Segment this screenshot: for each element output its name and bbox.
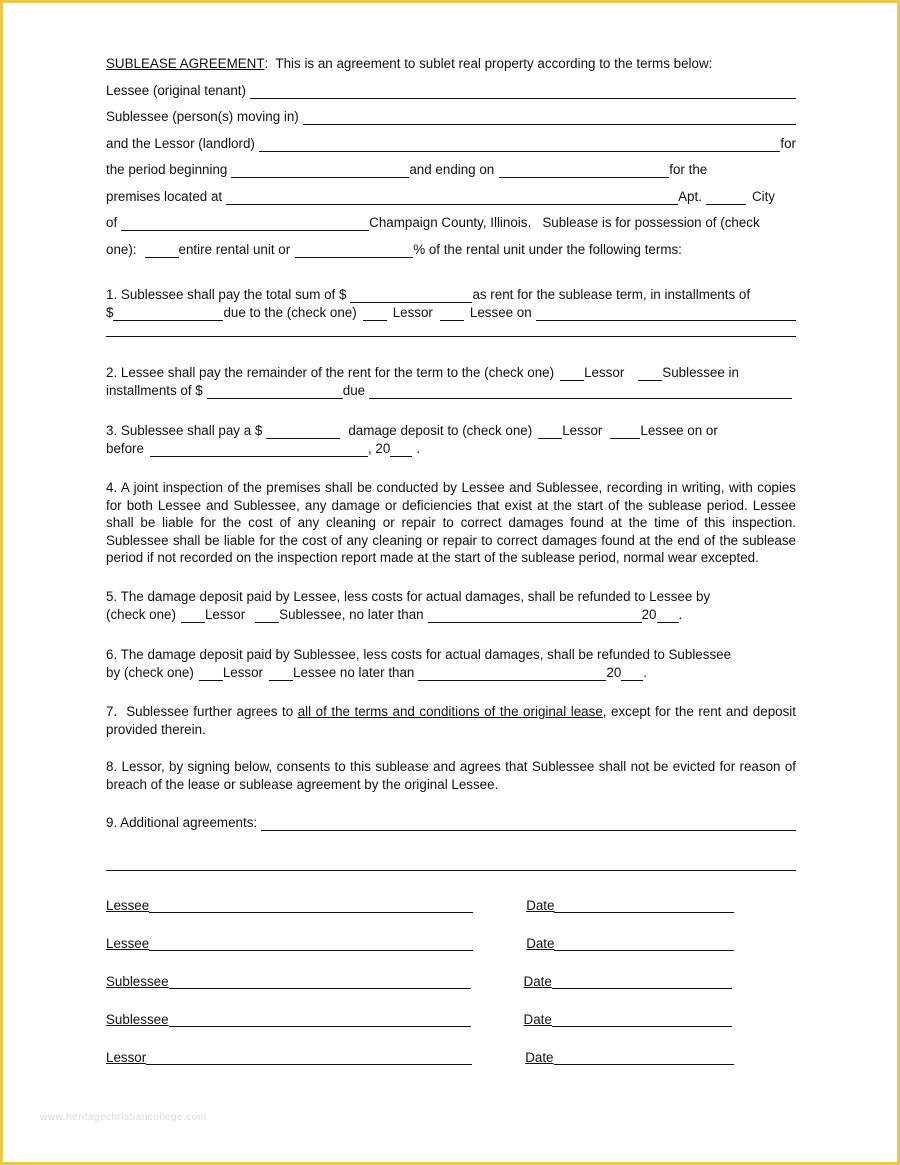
p7-terms — [106, 703, 796, 738]
date-label: Date — [525, 1050, 554, 1065]
watermark: www.heritagechristiancollege.com — [40, 1112, 207, 1123]
p5-sublessee-label: Sublessee, no later than — [279, 606, 424, 622]
p2-lessor-check[interactable] — [560, 367, 584, 381]
p5-line1 — [106, 587, 796, 605]
p5-text: 5. The damage deposit paid by Lessee, less costs for actual damages, shall be refunded to Lessee by — [106, 588, 711, 604]
p6-year-field[interactable] — [621, 667, 643, 681]
p3-lessor-check[interactable] — [538, 425, 562, 439]
date-label: Date — [526, 898, 555, 913]
p3-period: . — [416, 441, 421, 456]
p9-field[interactable] — [261, 817, 796, 831]
apt-label: Apt. — [678, 188, 702, 204]
lessor-for-text: for — [780, 135, 796, 151]
p7-text-c: , except for the rent and deposit provided therein. — [106, 703, 796, 737]
county-line — [106, 213, 796, 231]
entire-unit-label: entire rental unit or — [178, 241, 291, 257]
premises-field[interactable] — [226, 191, 678, 205]
signature-field[interactable] — [146, 1051, 472, 1065]
p9-extra-field[interactable] — [106, 857, 796, 871]
p6-line2 — [106, 663, 796, 681]
p6-lessor-check[interactable] — [199, 667, 223, 681]
p9-label: 9. Additional agreements: — [106, 815, 258, 831]
p7-text-a: 7. Sublessee further agrees to — [106, 703, 298, 719]
p4-inspection: 4. A joint inspection of the premises shall be conducted by Lessee and Sublessee, recording in writing, with copies for both Lessee and Sublessee, any damage or deficiencies that exist at the start of the sublease period. Lessee shall be liable for the cost of any cleaning or repair to correct damages found at the time of this inspection. Sublessee shall be liable for the cost of any cleaning or repair to correct damages found at the end of the sublease period if not recorded on the inspection report made at the start of the sublease period, normal wear excepted. — [106, 480, 796, 566]
date-field[interactable] — [552, 975, 732, 989]
intro-text: : This is an agreement to sublet real property according to the terms below: — [264, 56, 713, 71]
p6-lessee-check[interactable] — [269, 667, 293, 681]
p7-original-lease-text: all of the terms and conditions of the original lease — [297, 703, 603, 719]
sublease-document — [106, 54, 796, 880]
p1-installment-field[interactable] — [113, 307, 223, 321]
date-label: Date — [523, 1012, 552, 1027]
p1-installments-label: as rent for the sublease term, in installments of — [472, 287, 751, 302]
period-for-text: for the — [669, 162, 708, 177]
percent-label: % of the rental unit under the following terms: — [413, 241, 682, 257]
p9-line1 — [106, 813, 796, 831]
p6-lessor-label: Lessor — [222, 664, 264, 680]
p3-date-field[interactable] — [150, 443, 368, 457]
p6-year-prefix: 20 — [606, 664, 622, 680]
p2-installments-label: installments of $ — [106, 383, 203, 398]
signature-field[interactable] — [149, 937, 473, 951]
p6-date-field[interactable] — [418, 667, 606, 681]
p1-line3 — [106, 321, 796, 337]
p3-year-prefix: , 20 — [367, 441, 391, 456]
p1-line2 — [106, 303, 796, 321]
signature-row — [106, 933, 796, 951]
percent-field[interactable] — [295, 244, 413, 258]
lessor-line — [106, 134, 796, 152]
lessee-line — [106, 81, 796, 99]
p5-year-field[interactable] — [657, 609, 679, 623]
lessee-field[interactable] — [250, 85, 796, 99]
p5-line2 — [106, 605, 796, 623]
signature-label: Lessee — [106, 936, 150, 951]
p3-text: 3. Sublessee shall pay a $ — [106, 423, 263, 438]
p3-line1 — [106, 421, 796, 439]
date-label: Date — [523, 974, 552, 989]
sublessee-label: Sublessee (person(s) moving in) — [106, 109, 299, 124]
period-begin-label: the period beginning — [106, 162, 228, 177]
p1-total-label: 1. Sublessee shall pay the total sum of $ — [106, 287, 347, 302]
p1-lessee-field[interactable] — [536, 307, 796, 321]
sublessee-line — [106, 107, 796, 125]
period-begin-field[interactable] — [231, 164, 409, 178]
of-label: of — [106, 215, 118, 230]
p3-lessee-check[interactable] — [610, 425, 640, 439]
p5-year-prefix: 20 — [641, 606, 657, 622]
p5-lessor-check[interactable] — [181, 609, 205, 623]
date-field[interactable] — [552, 1013, 732, 1027]
signature-field[interactable] — [169, 1013, 471, 1027]
p3-year-field[interactable] — [390, 443, 412, 457]
p2-due-field[interactable] — [369, 385, 792, 399]
period-line — [106, 160, 796, 178]
document-title: SUBLEASE AGREEMENT — [106, 56, 265, 71]
p1-total-field[interactable] — [350, 289, 472, 303]
p6-lessee-label: Lessee no later than — [293, 664, 415, 680]
signature-field[interactable] — [169, 975, 471, 989]
signature-label: Lessor — [106, 1050, 147, 1065]
p5-sublessee-check[interactable] — [255, 609, 279, 623]
p2-line1 — [106, 363, 796, 381]
date-field[interactable] — [554, 937, 734, 951]
p6-check-label: by (check one) — [106, 664, 194, 680]
p6-text: 6. The damage deposit paid by Sublessee, less costs for actual damages, shall be refunded to Sublessee — [106, 646, 732, 662]
city-label: City — [751, 188, 775, 204]
p3-before-label: before — [106, 441, 144, 456]
p3-lessor-label: Lessor — [562, 423, 603, 438]
county-text: Champaign County, Illinois. Sublease is for possession of (check — [369, 215, 760, 230]
p5-date-field[interactable] — [428, 609, 642, 623]
p8-consent: 8. Lessor, by signing below, consents to this sublease and agrees that Sublessee shall not be evicted for reason of breach of the lease or sublease agreement by the original Lessee. — [106, 759, 796, 792]
p1-due-label: due to the (check one) — [223, 305, 357, 320]
p3-deposit-label: damage deposit to (check one) — [348, 423, 533, 438]
date-label: Date — [526, 936, 555, 951]
apt-field[interactable] — [706, 191, 746, 205]
p2-installments-field[interactable] — [207, 385, 343, 399]
sublessee-field[interactable] — [303, 111, 796, 125]
p5-period: . — [678, 606, 683, 622]
p2-lessor-label: Lessor — [584, 365, 625, 380]
signature-row — [106, 1047, 796, 1065]
premises-line — [106, 187, 796, 205]
lessor-label: and the Lessor (landlord) — [106, 135, 255, 151]
lessor-field[interactable] — [259, 138, 780, 152]
p2-line2 — [106, 381, 796, 399]
signature-label: Sublessee — [106, 1012, 169, 1027]
p1-lessee-label: Lessee on — [469, 305, 532, 320]
entire-unit-check[interactable] — [145, 244, 179, 258]
signature-field[interactable] — [149, 899, 473, 913]
p1-line1 — [106, 285, 796, 303]
p1-lessor-label: Lessor — [392, 305, 433, 320]
p6-line1 — [106, 645, 796, 663]
date-field[interactable] — [554, 899, 734, 913]
p1-lessee-check[interactable] — [440, 307, 464, 321]
signature-row — [106, 1009, 796, 1027]
p1-extra-field[interactable] — [106, 323, 796, 337]
one-label: one): — [106, 241, 137, 257]
p5-check-label: (check one) — [106, 606, 176, 622]
p5-lessor-label: Lessor — [204, 606, 246, 622]
period-end-label: and ending on — [409, 162, 495, 177]
p2-sublessee-label: Sublessee in — [662, 365, 739, 380]
p3-lessee-label: Lessee on or — [640, 423, 718, 438]
city-field[interactable] — [121, 217, 369, 231]
premises-label: premises located at — [106, 188, 223, 204]
signature-row — [106, 971, 796, 989]
p2-sublessee-check[interactable] — [638, 367, 662, 381]
date-field[interactable] — [554, 1051, 734, 1065]
p6-period: . — [643, 664, 648, 680]
p2-text: 2. Lessee shall pay the remainder of the rent for the term to the (check one) — [106, 365, 555, 380]
p3-deposit-field[interactable] — [266, 425, 340, 439]
p1-dollar-sign: $ — [106, 305, 114, 320]
possession-line — [106, 240, 796, 258]
p2-due-label: due — [342, 383, 366, 398]
lessee-label: Lessee (original tenant) — [106, 82, 246, 98]
header-line — [106, 54, 796, 72]
signature-row — [106, 895, 796, 913]
signature-label: Lessee — [106, 898, 150, 913]
signature-label: Sublessee — [106, 974, 169, 989]
p1-lessor-check[interactable] — [363, 307, 387, 321]
p9-line2 — [106, 853, 796, 871]
p3-line2 — [106, 439, 796, 457]
period-end-field[interactable] — [499, 164, 669, 178]
